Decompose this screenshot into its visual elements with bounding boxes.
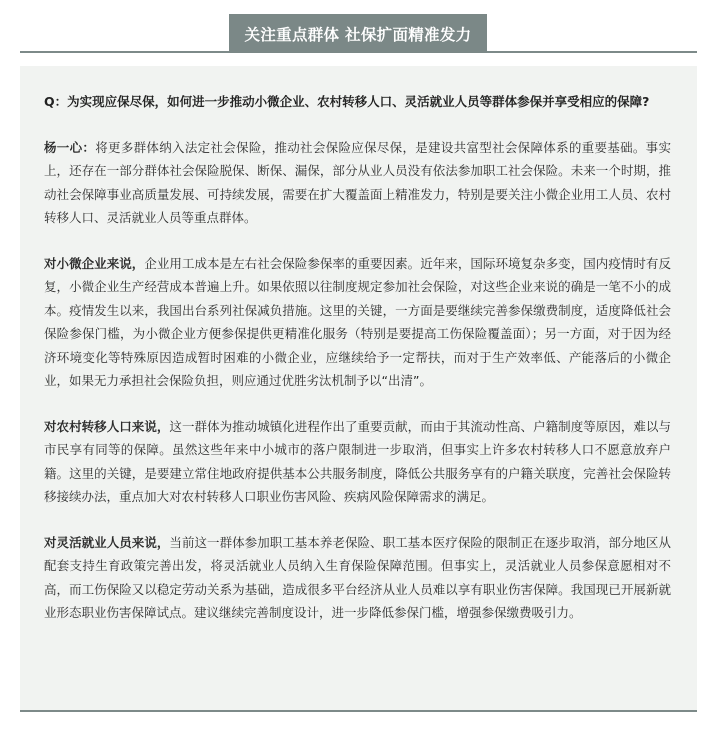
small-business-lead: 对小微企业来说， bbox=[44, 255, 145, 271]
section-banner: 关注重点群体 社保扩面精准发力 bbox=[229, 14, 487, 53]
question-text: Q：为实现应保尽保，如何进一步推动小微企业、农村转移人口、灵活就业人员等群体参保并享受相应的保障? bbox=[44, 94, 650, 109]
small-business-paragraph bbox=[44, 252, 671, 393]
small-business-text: 企业用工成本是左右社会保险参保率的重要因素。近年来，国际环境复杂多变，国内疫情时有反复，小微企业生产经营成本普遍上升。如果依照以往制度规定参加社会保险，对这些企业来说的确是一笔不小的成本。疫情发生以来，我国出台系列社保减负措施。这里的关键，一方面是要继续完善参保缴费制度，适度降低社会保险参保门槛，为小微企业方便参保提供更精准化服务（特别是要提高工伤保险覆盖面）；另一方面，对于因为经济环境变化等特殊原因造成暂时困难的小微企业，应继续给予一定帮扶，而对于生产效率低、产能落后的小微企业，如果无力承担社会保险负担，则应通过优胜劣汰机制予以“出清”。 bbox=[44, 255, 671, 388]
article-card bbox=[20, 66, 697, 712]
rural-migrants-paragraph bbox=[44, 415, 671, 509]
answer-paragraph bbox=[44, 136, 671, 230]
rural-migrants-text: 这一群体为推动城镇化进程作出了重要贡献，而由于其流动性高、户籍制度等原因，难以与市民享有同等的保障。虽然这些年来中小城市的落户限制进一步取消，但事实上许多农村转移人口不愿意放弃户籍。这里的关键，是要建立常住地政府提供基本公共服务制度，降低公共服务享有的户籍关联度，完善社会保险转移接续办法，重点加大对农村转移人口职业伤害风险、疾病风险保障需求的满足。 bbox=[44, 418, 671, 504]
flexible-workers-paragraph bbox=[44, 531, 671, 625]
answer-body: 将更多群体纳入法定社会保险，推动社会保险应保尽保，是建设共富型社会保障体系的重要基础。事实上，还存在一部分群体社会保险脱保、断保、漏保，部分从业人员没有依法参加职工社会保险。未来一个时期，推动社会保障事业高质量发展、可持续发展，需要在扩大覆盖面上精准发力，特别是要关注小微企业用工人员、农村转移人口、灵活就业人员等重点群体。 bbox=[44, 139, 671, 225]
rural-migrants-lead: 对农村转移人口来说， bbox=[44, 418, 170, 434]
answer-speaker: 杨一心： bbox=[44, 139, 96, 155]
article-content bbox=[44, 90, 671, 647]
flexible-workers-text: 当前这一群体参加职工基本养老保险、职工基本医疗保险的限制正在逐步取消，部分地区从配套支持生育政策完善出发，将灵活就业人员纳入生育保险保障范围。但事实上，灵活就业人员参保意愿相对不高，而工伤保险又以稳定劳动关系为基础，造成很多平台经济从业人员难以享有职业伤害保障。我国现已开展新就业形态职业伤害保障试点。建议继续完善制度设计，进一步降低参保门槛，增强参保缴费吸引力。 bbox=[44, 534, 671, 620]
flexible-workers-lead: 对灵活就业人员来说， bbox=[44, 534, 170, 550]
